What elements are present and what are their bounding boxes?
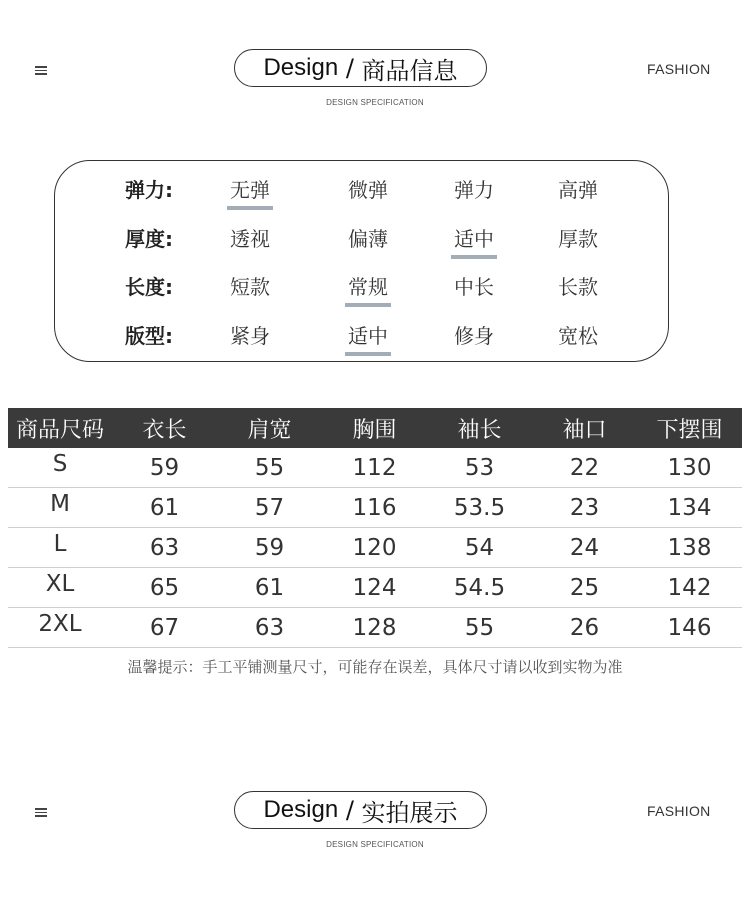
table-cell: 22 [569, 454, 600, 481]
attr-row-length [55, 271, 668, 301]
attr-option: 常规 [348, 271, 388, 300]
attr-option: 长款 [558, 275, 598, 299]
table-header-cell: 下摆围 [656, 417, 723, 443]
size-table [8, 408, 742, 648]
table-cell-size: S [52, 450, 68, 477]
attr-option: 厚款 [558, 227, 598, 251]
attr-label: 厚度: [125, 227, 173, 251]
table-header-cell: 商品尺码 [15, 417, 104, 443]
table-cell-size: M [50, 490, 70, 517]
table-cell: 53 [464, 454, 495, 481]
table-cell: 142 [667, 574, 712, 601]
table-cell: 130 [667, 454, 712, 481]
attr-option: 高弹 [558, 178, 598, 202]
table-cell: 26 [569, 614, 600, 641]
section-title [234, 49, 487, 87]
attr-label: 长度: [125, 275, 173, 299]
table-cell: 63 [254, 614, 285, 641]
table-cell-size: L [53, 530, 67, 557]
table-cell: 63 [149, 534, 180, 561]
section-title-en: Design [263, 796, 339, 823]
table-cell: 67 [149, 614, 180, 641]
fashion-label: FASHION [647, 61, 711, 77]
table-header-cell: 胸围 [352, 417, 397, 443]
table-cell: 23 [569, 494, 600, 521]
table-cell-size: 2XL [38, 610, 82, 637]
attr-option: 短款 [230, 275, 270, 299]
table-row [8, 488, 742, 528]
section-title-cn: 实拍展示 [361, 798, 458, 827]
attr-option: 偏薄 [348, 227, 388, 251]
table-cell: 54.5 [453, 574, 506, 601]
section-header-photo-display [0, 790, 750, 870]
table-cell: 120 [352, 534, 397, 561]
table-cell: 53.5 [453, 494, 506, 521]
table-cell: 55 [464, 614, 495, 641]
section-header-product-info [0, 48, 750, 128]
table-row [8, 448, 742, 488]
section-title-en: Design [263, 54, 339, 81]
attr-option: 透视 [230, 227, 270, 251]
attr-row-thickness [55, 223, 668, 253]
table-row [8, 528, 742, 568]
section-subtitle: DESIGN SPECIFICATION [326, 98, 424, 107]
attr-row-fit [55, 320, 668, 350]
attr-option: 修身 [454, 324, 494, 348]
table-cell: 146 [667, 614, 712, 641]
menu-icon[interactable] [35, 808, 47, 817]
attr-option: 中长 [454, 275, 494, 299]
table-cell: 55 [254, 454, 285, 481]
table-header-cell: 肩宽 [247, 417, 292, 443]
table-cell: 61 [254, 574, 285, 601]
table-cell: 112 [352, 454, 397, 481]
table-cell-size: XL [45, 570, 75, 597]
section-title [234, 791, 487, 829]
table-cell: 54 [464, 534, 495, 561]
section-title-sep: / [338, 796, 362, 824]
table-cell: 25 [569, 574, 600, 601]
attr-label: 版型: [125, 324, 173, 348]
table-cell: 65 [149, 574, 180, 601]
table-cell: 124 [352, 574, 397, 601]
menu-icon[interactable] [35, 66, 47, 75]
attr-option: 紧身 [230, 324, 270, 348]
table-header-cell: 袖长 [457, 417, 502, 443]
attr-option: 适中 [454, 223, 494, 252]
section-title-sep: / [338, 54, 362, 82]
table-header-cell: 衣长 [142, 417, 187, 443]
attr-option: 微弹 [348, 178, 388, 202]
table-cell: 59 [149, 454, 180, 481]
fashion-label: FASHION [647, 803, 711, 819]
table-cell: 57 [254, 494, 285, 521]
attribute-panel [54, 160, 669, 362]
section-title-cn: 商品信息 [361, 56, 458, 85]
section-subtitle: DESIGN SPECIFICATION [326, 840, 424, 849]
attr-option: 适中 [348, 320, 388, 349]
table-cell: 59 [254, 534, 285, 561]
measurement-note: 温馨提示：手工平铺测量尺寸，可能存在误差，具体尺寸请以收到实物为准 [127, 658, 623, 676]
table-header-row [8, 408, 742, 448]
attr-option: 无弹 [230, 174, 270, 203]
table-cell: 116 [352, 494, 397, 521]
table-row [8, 608, 742, 648]
table-cell: 138 [667, 534, 712, 561]
table-row [8, 568, 742, 608]
table-cell: 134 [667, 494, 712, 521]
table-header-cell: 袖口 [562, 417, 607, 443]
attr-label: 弹力: [125, 178, 173, 202]
table-cell: 128 [352, 614, 397, 641]
table-cell: 24 [569, 534, 600, 561]
table-cell: 61 [149, 494, 180, 521]
attr-option: 宽松 [558, 324, 598, 348]
attr-row-elasticity [55, 174, 668, 204]
attr-option: 弹力 [454, 178, 494, 202]
